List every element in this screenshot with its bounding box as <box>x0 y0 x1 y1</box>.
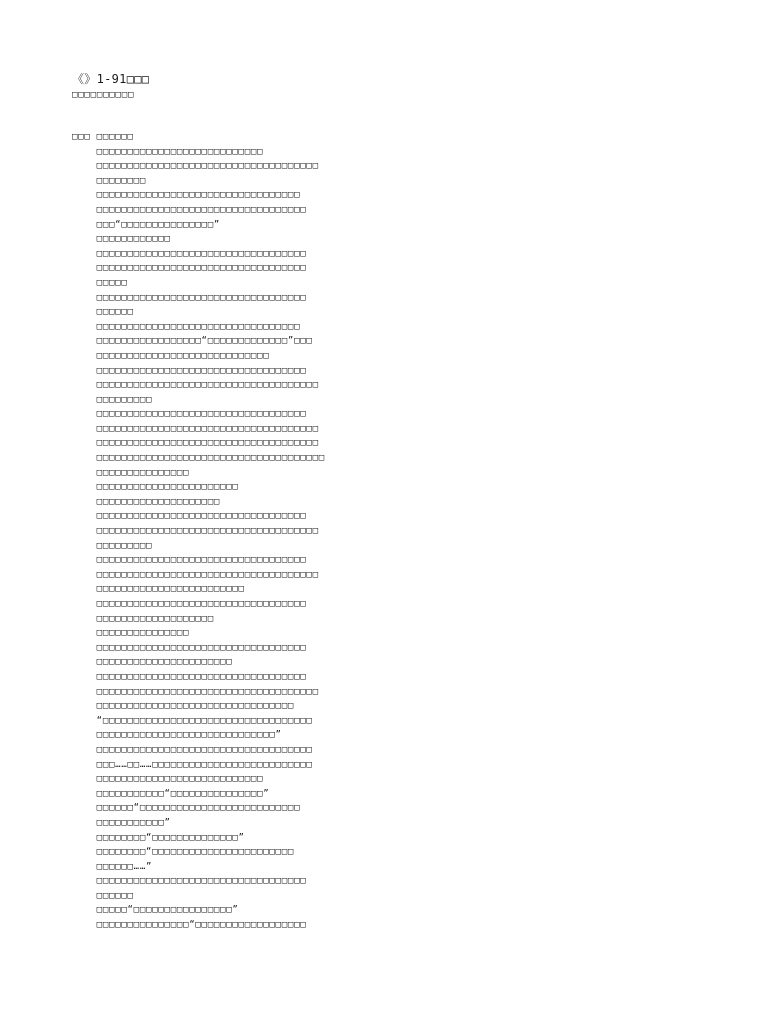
text-line: □□□□□□□□□□□□□□□□□□□□□□□□□□□□□□□□□□□□□ <box>72 453 325 464</box>
text-line: □□□□□□□□□□□□□□□□□□□□□□□□□□□□□□□□□□ <box>72 365 307 376</box>
text-line: □□□□□□□□□□□□□□□□□□□ <box>72 613 214 624</box>
text-line: □□□□□□□□□□□□□□□“□□□□□□□□□□□□□□□□□□ <box>72 920 307 931</box>
text-line: □□□□□□□□□□□□□□□□□□□□□□□□□□□ <box>72 774 264 785</box>
text-line: □□□□□□□□□□□□ <box>72 234 171 245</box>
text-line: □□□□□□□□□□□□□□□□□□□□□□□□□□□□□□□□□□ <box>72 511 307 522</box>
text-line: □□□□□□□□□□□□□□□□□□□□□□□□□□□□□□□□□□□□ <box>72 380 319 391</box>
text-line: □□□□□□……” <box>72 861 153 872</box>
text-line: □□□□□□□□“□□□□□□□□□□□□□□” <box>72 832 245 843</box>
text-line: □□□□□□□□□□□□□□□□□□□□□□□□□□□ <box>72 146 264 157</box>
text-line: □□□□□□□□□□□□□□□□□□□□□□ <box>72 657 233 668</box>
text-line: □□□□□□□□□□□□□□□□□□□□□□□□□□□□□□□□□□□□ <box>72 686 319 697</box>
text-line: □□□□□□□□□□□□□□□□□□□□□□□□□□□□□□□□□□ <box>72 409 307 420</box>
text-line: □□□□□□□□□□□□□□□□□□□□□□□□□□□□□□□□□ <box>72 190 301 201</box>
text-line: □□□□□□“□□□□□□□□□□□□□□□□□□□□□□□□□□ <box>72 803 301 814</box>
document-title: 《》1-91□□□ <box>72 72 150 86</box>
document-subtitle: □□□□□□□□□□ <box>72 90 135 100</box>
text-line: □□□□□□□□□□□□□□□ <box>72 467 190 478</box>
text-line: □□□□□□□□□□□□□□□□□□□□□□□□□□□□□” <box>72 730 282 741</box>
text-line: □□□□□□□□□□□□□□□□□□□□ <box>72 496 221 507</box>
text-line: “□□□□□□□□□□□□□□□□□□□□□□□□□□□□□□□□□□ <box>72 715 313 726</box>
text-line: □□□□□□□□“□□□□□□□□□□□□□□□□□□□□□□□ <box>72 847 295 858</box>
text-line: □□□□□□□□□□□□□□□□□□□□□□□□□□□□□□□□□□□□ <box>72 423 319 434</box>
text-line: □□□□□□□□□□□□□□□□□□□□□□□□□□□□□□□□□□□ <box>72 744 313 755</box>
text-line: □□□□□□□□□□□□□□□□□□□□□□□□ <box>72 584 245 595</box>
text-line: □□□□□□□□□□□□□□□□□□□□□□□□□□□□□□□□□□□□ <box>72 526 319 537</box>
text-line: □□□□□□□□□□□□□□□ <box>72 628 190 639</box>
text-line: □□□□□□□□□□□□□□□□□□□□□□□□□□□□□□□□□□ <box>72 204 307 215</box>
text-line: □□□□□□□□□□□□□□□□□□□□□□□□□□□□□□□□ <box>72 701 295 712</box>
text-line: □□□□□□□□□□□□□□□□□□□□□□□□□□□□□□□□□□ <box>72 555 307 566</box>
text-line: □□□□□□□□□□□□□□□□□□□□□□□□□□□□□□□□□□ <box>72 248 307 259</box>
document-body <box>72 130 712 933</box>
text-line: □□□□□□□□□ <box>72 540 153 551</box>
text-line: □□□□□□□□□□□“□□□□□□□□□□□□□□□” <box>72 788 270 799</box>
text-line: □□□□□□□□□□□□□□□□□□□□□□□□□□□□□□□□□□ <box>72 599 307 609</box>
text-line: □□□□□□□□□ <box>72 394 153 405</box>
text-line: □□□□□□□□□□□□□□□□□□□□□□□ <box>72 482 239 493</box>
text-line: □□□□□□□□ <box>72 175 147 186</box>
text-line: □□□□□ <box>72 277 128 288</box>
text-line: □□□□□□□□□□□□□□□□□□□□□□□□□□□□□□□□□□ <box>72 642 307 653</box>
text-line: □□□□□□□□□□□□□□□□□□□□□□□□□□□□□□□□□ <box>72 321 301 332</box>
text-line: □□□□□□ <box>72 890 134 901</box>
text-line: □□□□□□□□□□□□□□□□□□□□□□□□□□□□□□□□□□ <box>72 263 307 274</box>
text-line: □□□ □□□□□□ <box>72 132 134 142</box>
text-line: □□□□□□□□□□□□□□□□□□□□□□□□□□□□□□□□□□□□ <box>72 438 319 449</box>
text-line: □□□□□□□□□□□□□□□□□□□□□□□□□□□□ <box>72 350 270 361</box>
text-line: □□□□□□□□□□□” <box>72 817 171 828</box>
text-line: □□□□□□□□□□□□□□□□□□□□□□□□□□□□□□□□□□ <box>72 876 307 887</box>
text-line: □□□□□□□□□□□□□□□□□□□□□□□□□□□□□□□□□□□□ <box>72 569 319 580</box>
text-line: □□□□□□□□□□□□□□□□□□□□□□□□□□□□□□□□□□ <box>72 671 307 682</box>
text-line: □□□□□□□□□□□□□□□□□“□□□□□□□□□□□□□”□□□ <box>72 336 313 347</box>
text-line: □□□□□□ <box>72 307 134 318</box>
text-line: □□□□□“□□□□□□□□□□□□□□□□” <box>72 905 239 916</box>
text-line: □□□□□□□□□□□□□□□□□□□□□□□□□□□□□□□□□□ <box>72 292 307 303</box>
text-line: □□□“□□□□□□□□□□□□□□□” <box>72 219 221 230</box>
text-line: □□□……□□……□□□□□□□□□□□□□□□□□□□□□□□□□□ <box>72 759 313 770</box>
text-line: □□□□□□□□□□□□□□□□□□□□□□□□□□□□□□□□□□□□ <box>72 161 319 172</box>
